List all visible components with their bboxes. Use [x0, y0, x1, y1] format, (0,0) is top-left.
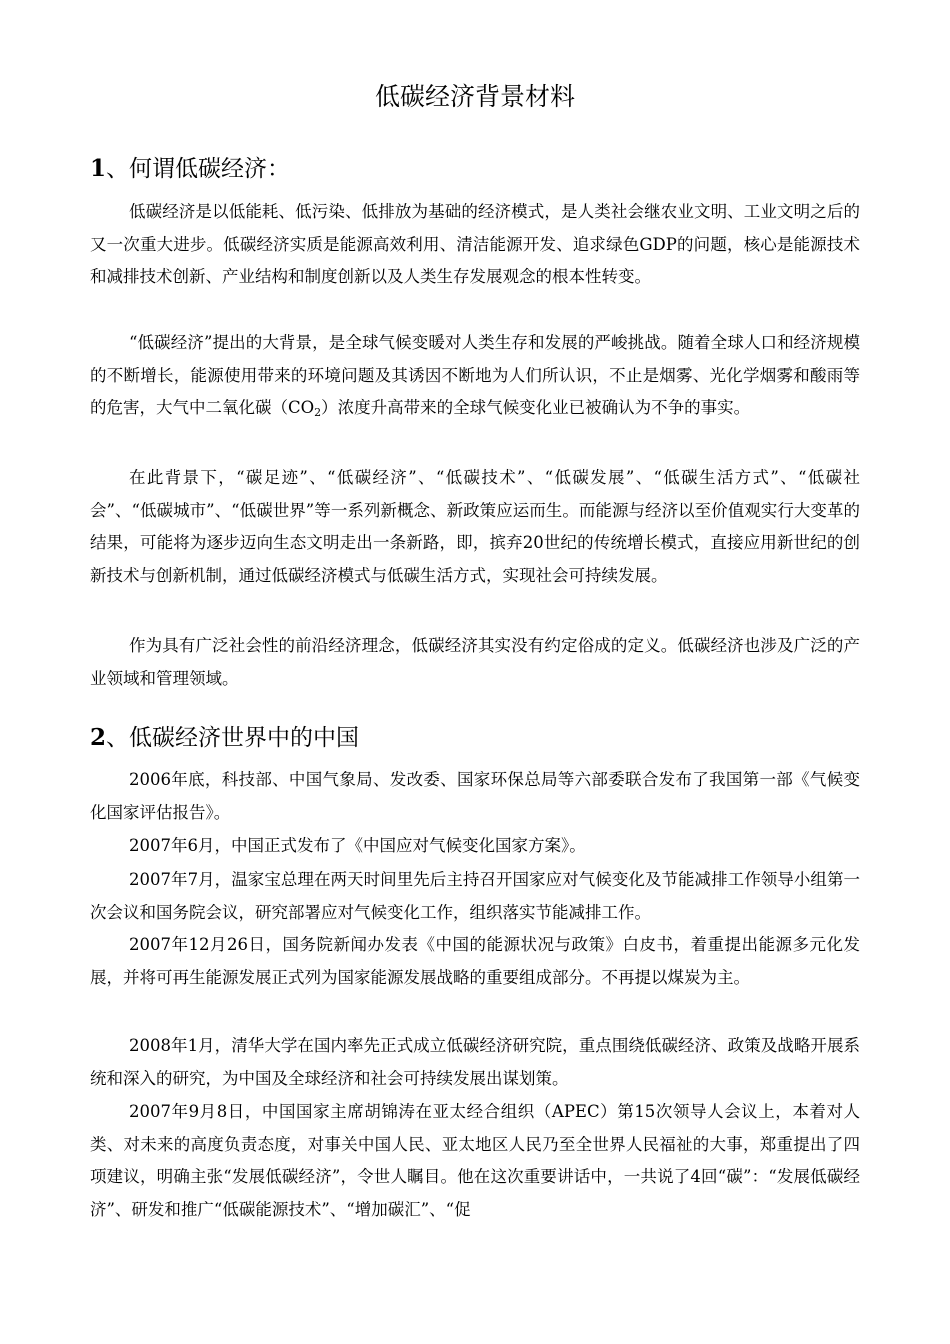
section-1-number: 1 [90, 155, 107, 182]
section-2-number: 2 [90, 724, 107, 751]
section-2-paragraph-5: 2008年1月，清华大学在国内率先正式成立低碳经济研究院，重点围绕低碳经济、政策及战略开展系统和深入的研究，为中国及全球经济和社会可持续发展出谋划策。 [90, 1036, 860, 1088]
section-1-title: 、何谓低碳经济： [106, 156, 291, 182]
section-1-paragraph-3: 在此背景下，“碳足迹”、“低碳经济”、“低碳技术”、“低碳发展”、“低碳生活方式”、“低碳社会”、“低碳城市”、“低碳世界”等一系列新概念、新政策应运而生。而能源与经济以至价值观实行大变革的结果，可能将为逐步迈向生态文明走出一条新路，即，摈弃20世纪的传统增长模式，直接应用新世纪的创新技术与创新机制，通过低碳经济模式与低碳生活方式，实现社会可持续发展。 [90, 468, 860, 585]
section-1-heading [90, 153, 290, 185]
document-title: 低碳经济背景材料 [374, 82, 575, 111]
section-2-paragraph-6: 2007年9月8日，中国国家主席胡锦涛在亚太经合组织（APEC）第15次领导人会议上，本着对人类、对未来的高度负责态度，对事关中国人民、亚太地区人民乃至全世界人民福祉的大事，郑重提出了四项建议，明确主张“发展低碳经济”，令世人瞩目。他在这次重要讲话中，一共说了4回“碳”：“发展低碳经济”、研发和推广“低碳能源技术”、“增加碳汇”、“促 [90, 1102, 860, 1219]
section-2-heading [90, 722, 359, 754]
section-2-paragraph-2: 2007年6月，中国正式发布了《中国应对气候变化国家方案》。 [129, 836, 586, 855]
paragraph-text: “低碳经济”提出的大背景，是全球气候变暖对人类生存和发展的严峻挑战。随着全球人口和经济规模的不断增长，能源使用带来的环境问题及其诱因不断地为人们所认识，不止是烟雾、光化学烟雾和酸雨等的危害，大气中二氧化碳（CO [90, 333, 860, 417]
section-2-title: 、低碳经济世界中的中国 [106, 725, 360, 751]
section-1-paragraph-4: 作为具有广泛社会性的前沿经济理念，低碳经济其实没有约定俗成的定义。低碳经济也涉及广泛的产业领域和管理领域。 [90, 636, 860, 688]
section-2-paragraph-1: 2006年底，科技部、中国气象局、发改委、国家环保总局等六部委联合发布了我国第一部《气候变化国家评估报告》。 [90, 770, 860, 822]
section-2-paragraph-4: 2007年12月26日，国务院新闻办发表《中国的能源状况与政策》白皮书，着重提出能源多元化发展，并将可再生能源发展正式列为国家能源发展战略的重要组成部分。不再提以煤炭为主。 [90, 935, 860, 987]
paragraph-text: ）浓度升高带来的全球气候变化业已被确认为不争的事实。 [321, 398, 751, 417]
section-2-paragraph-3: 2007年7月，温家宝总理在两天时间里先后主持召开国家应对气候变化及节能减排工作领导小组第一次会议和国务院会议，研究部署应对气候变化工作，组织落实节能减排工作。 [90, 870, 860, 922]
section-1-paragraph-1: 低碳经济是以低能耗、低污染、低排放为基础的经济模式，是人类社会继农业文明、工业文明之后的又一次重大进步。低碳经济实质是能源高效利用、清洁能源开发、追求绿色GDP的问题，核心是能源技术和减排技术创新、产业结构和制度创新以及人类生存发展观念的根本性转变。 [90, 202, 860, 286]
section-1-paragraph-2 [90, 327, 860, 425]
subscript: 2 [314, 406, 322, 419]
